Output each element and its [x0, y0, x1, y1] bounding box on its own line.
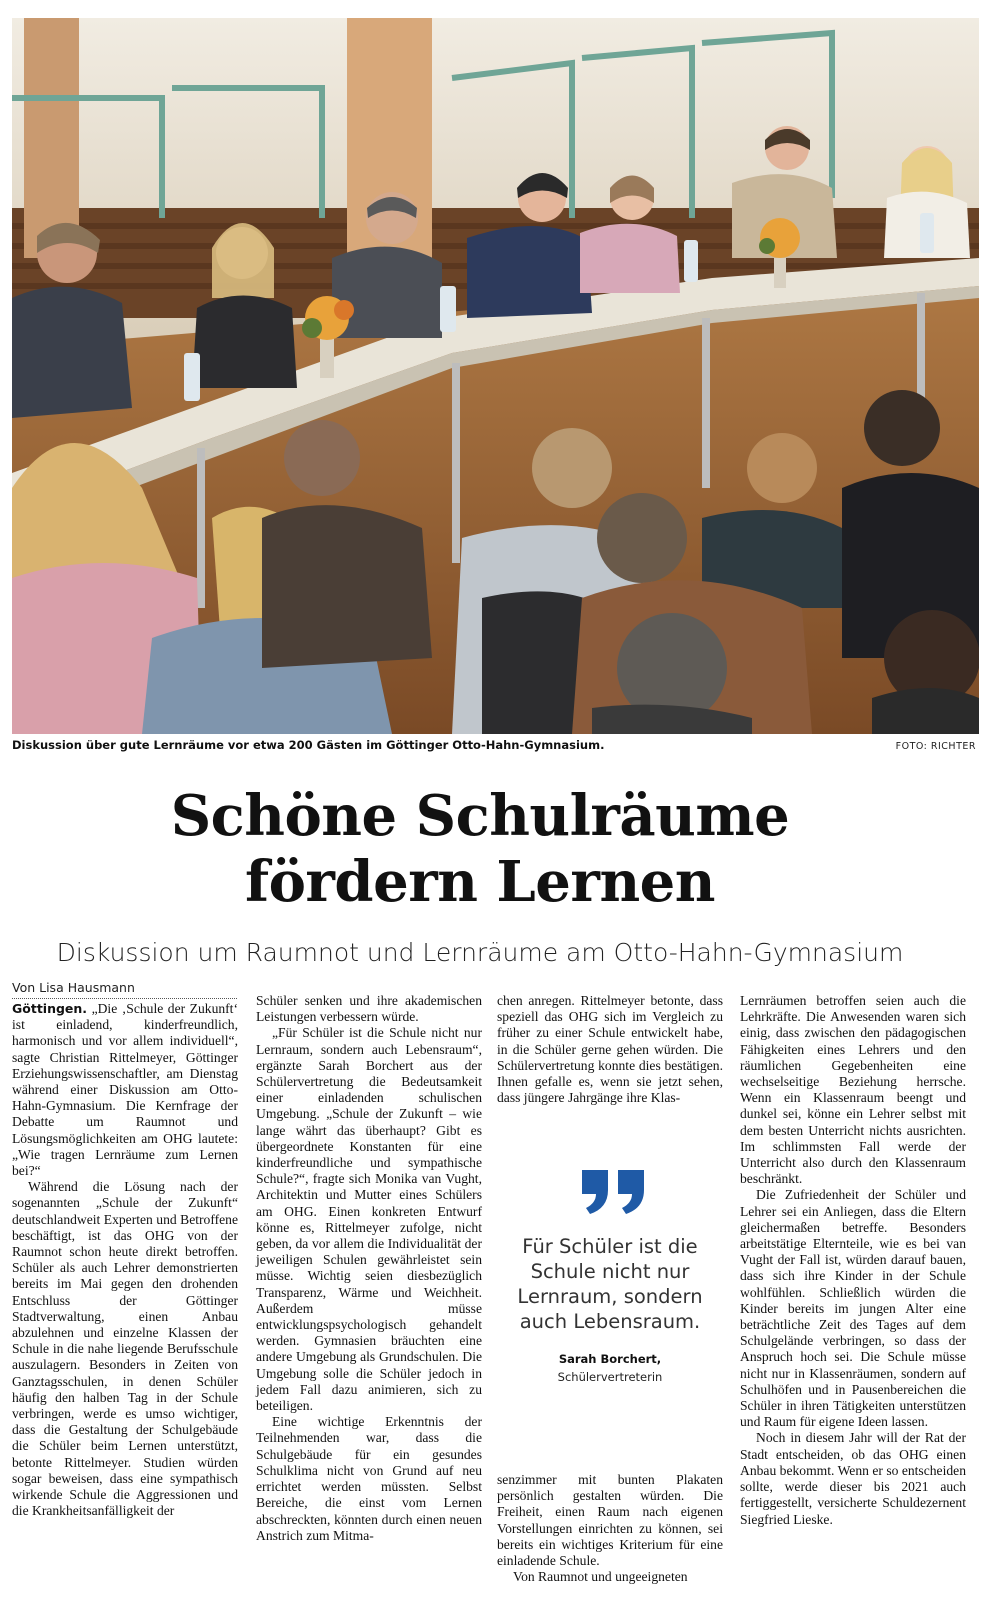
- paragraph: chen anregen. Rittelmeyer betonte, dass speziell das OHG sich im Vergleich zu früher zu einer Schule entwickelt habe, in die Schüler gerne gehen würden. Die Schülervertretung konnte dies bestätigen. Ihnen gefalle es, wenn sie jetzt sehen, dass jüngere Jahrgänge ihre Klas-: [497, 993, 723, 1106]
- headline-line-2: fördern Lernen: [244, 849, 715, 915]
- subheadline: Diskussion um Raumnot und Lernräume am Otto-Hahn-Gymnasium: [56, 938, 904, 967]
- article-column-3-bottom: [497, 1472, 723, 1585]
- pullquote-role: Schülervertreterin: [557, 1370, 663, 1384]
- paragraph: Schüler senken und ihre akademischen Leistungen verbessern würde.: [256, 993, 482, 1025]
- article-column-1: [12, 1001, 238, 1520]
- paragraph: Von Raumnot und ungeeigneten: [513, 1569, 688, 1585]
- paragraph: Lernräumen betroffen seien auch die Lehrkräfte. Die Anwesenden waren sich einig, dass zwischen den pädagogischen Fähigkeiten eines Lehrers und den räumlichen Gegebenheiten eine wechselseitige Beziehung herrsche. Wenn ein Klassenraum beengt und dunkel sei, könne ein Lehrer selbst mit dem besten Unterricht nichts ausrichten. Im schlimmsten Fall werde der Unterricht also durch den Klassenraum beschränkt.: [740, 993, 966, 1187]
- photo-caption: Diskussion über gute Lernräume vor etwa 200 Gästen im Göttinger Otto-Hahn-Gymnasium.: [12, 738, 605, 752]
- paragraph-text: „Die ‚Schule der Zukunft‘ ist einladend, kinderfreundlich, harmonisch und vor allem individuell“, sagte Christian Rittelmeyer, Göttinger Erziehungswissenschaftler, am Dienstag während einer Diskussion am Otto-Hahn-Gymnasium. Die Kernfrage der Debatte um Raumnot und Lösungsmöglichkeiten am OHG lautete: „Wie tragen Lernräume zum Lernen bei?“: [12, 1001, 238, 1179]
- quote-mark-icon: [580, 1170, 650, 1214]
- article-column-3-top: [497, 993, 723, 1106]
- paragraph: senzimmer mit bunten Plakaten persönlich gestalten würden. Die Freiheit, einen Raum nach eigenen Vorstellungen einrichten zu können, sei bereits ein wichtiges Kriterium für eine einladende Schule.: [497, 1472, 723, 1569]
- paragraph: Eine wichtige Erkenntnis der Teilnehmenden war, dass die Schulgebäude für ein gesundes Schulklima nicht von Grund auf neu errichtet werden müssten. Selbst Bereiche, die einst vom Lernen abschreckten, könnten durch einen neuen Anstrich zum Mitma-: [256, 1414, 482, 1543]
- panel-discussion-image: [12, 18, 979, 734]
- pullquote-text: Für Schüler ist die Schule nicht nur Lernraum, sondern auch Lebensraum.: [517, 1235, 703, 1333]
- author-byline: Von Lisa Hausmann: [12, 980, 237, 999]
- pullquote-author: Sarah Borchert,: [558, 1352, 662, 1366]
- article-column-2: [256, 993, 482, 1544]
- paragraph: Während die Lösung nach der sogenannten „Schule der Zukunft“ deutschlandweit Experten und Betroffene beschäftigt, ist das OHG von der Raumnot schon heute direkt betroffen. Schüler als auch Lehrer demonstrierten bereits im Mai gegen den drohenden Entschluss der Göttinger Stadtverwaltung, einen Anbau abzulehnen und einzelne Klassen der Schule in die nahe liegende Berufsschule auszulagern. Besonders in Zeiten von Ganztagsschulen, in denen Schüler häufig den halben Tag in der Schule verbringen, werde es umso wichtiger, dass die Gestaltung der Schulgebäude die Schüler beim Lernen unterstützt, betonte Rittelmeyer. Studien würden sogar beweisen, dass eine sympathisch wirkende Schule die Aggressionen und die Krankheitsanfälligkeit der: [12, 1179, 238, 1519]
- photo-credit: FOTO: RICHTER: [895, 741, 976, 752]
- article-photo: [12, 18, 979, 734]
- paragraph: Die Zufriedenheit der Schüler und Lehrer sei ein Anliegen, dass die Eltern gleichermaßen betreffe. Besonders arbeitstätige Elternteile, wie es bei van Vught der Fall ist, würden darauf bauen, dass sich ihre Kinder in der Schule wohlfühlen. Schließlich würden die Kinder bereits im jungen Alter eine beträchtliche Zeit des Tages auf dem Schulgelände verbringen, so dass der Anspruch hoch sei. Die Schule müsse nicht nur in Klassenräumen, sondern auf Schulhöfen und in Pausenbereichen die Schüler in ihren Tätigkeiten unterstützen und Raum für eigene Ideen lassen.: [740, 1187, 966, 1430]
- paragraph: Noch in diesem Jahr will der Rat der Stadt entscheiden, ob das OHG einen Anbau bekommt. Wenn er so entscheiden sollte, werde dieser bis 2021 auch fertiggestellt, versicherte Schuldezernent Siegfried Lieske.: [740, 1430, 966, 1527]
- headline-line-1: Schöne Schulräume: [170, 783, 790, 849]
- dateline: Göttingen.: [12, 1001, 88, 1016]
- paragraph: [12, 1001, 238, 1179]
- article-column-4: [740, 993, 966, 1528]
- paragraph: „Für Schüler ist die Schule nicht nur Lernraum, sondern auch Lebensraum“, ergänzte Sarah Borchert aus der Schülervertretung die Bedeutsamkeit einer einladenden schulischen Umgebung. „Schule der Zukunft – wie lange währt das überhaupt? Gibt es übergeordnete Konstanten für eine kinderfreundliche und sympathische Schule?“, fragte sich Monika van Vught, Architektin und Mutter eines Schülers am OHG. Einen konkreten Entwurf könne es, Rittelmeyer zufolge, nicht geben, da vor allem die Individualität der jeweiligen Schulen gewährleistet sein müsse. Wichtig seien diesbezüglich Transparenz, Wärme und Weichheit. Außerdem müsse entwicklungspsychologisch gehandelt werden. Gymnasien bräuchten eine andere Umgebung als Grundschulen. Die Umgebung solle die Schüler jedoch in jedem Fall dazu animieren, sich zu beteiligen.: [256, 1025, 482, 1414]
